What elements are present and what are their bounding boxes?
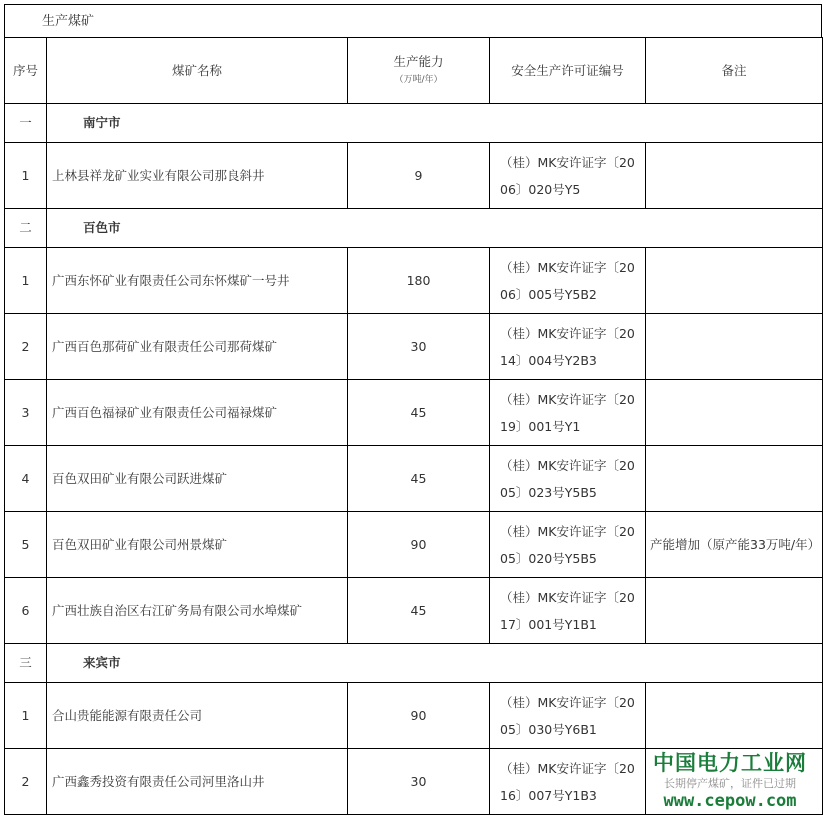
mine-index: 5 (5, 512, 47, 578)
mine-index: 1 (5, 143, 47, 209)
header-capacity-unit: （万吨/年） (394, 74, 443, 85)
mine-index: 6 (5, 578, 47, 644)
mine-capacity: 30 (348, 314, 490, 380)
mine-remark (646, 143, 823, 209)
header-capacity-label: 生产能力 (393, 53, 444, 69)
mine-name: 广西百色那荷矿业有限责任公司那荷煤矿 (47, 314, 348, 380)
mine-license: （桂）MK安许证字〔2017〕001号Y1B1 (490, 578, 646, 644)
region-name: 百色市 (47, 209, 823, 248)
mine-index: 1 (5, 248, 47, 314)
mine-capacity: 45 (348, 446, 490, 512)
mine-license: （桂）MK安许证字〔2006〕020号Y5 (490, 143, 646, 209)
table-row (5, 314, 823, 380)
table-row (5, 512, 823, 578)
region-index: 三 (5, 644, 47, 683)
table-header-row (5, 38, 823, 104)
table-row (5, 143, 823, 209)
region-index: 二 (5, 209, 47, 248)
mine-license: （桂）MK安许证字〔2005〕020号Y5B5 (490, 512, 646, 578)
table-row (5, 683, 823, 749)
mine-name: 广西鑫秀投资有限责任公司河里洛山井 (47, 749, 348, 815)
table-row (5, 446, 823, 512)
header-license: 安全生产许可证编号 (490, 38, 646, 104)
region-name: 来宾市 (47, 644, 823, 683)
site-watermark (640, 750, 820, 810)
header-remark: 备注 (646, 38, 823, 104)
mine-index: 1 (5, 683, 47, 749)
mine-license: （桂）MK安许证字〔2016〕007号Y1B3 (490, 749, 646, 815)
mine-capacity: 90 (348, 512, 490, 578)
mine-capacity: 45 (348, 578, 490, 644)
table-row (5, 380, 823, 446)
mine-capacity: 180 (348, 248, 490, 314)
mine-index: 4 (5, 446, 47, 512)
table-row (5, 248, 823, 314)
mine-capacity: 45 (348, 380, 490, 446)
mine-capacity: 9 (348, 143, 490, 209)
mine-remark (646, 314, 823, 380)
watermark-url: www.cepow.com (663, 791, 797, 811)
mine-license: （桂）MK安许证字〔2019〕001号Y1 (490, 380, 646, 446)
mine-license: （桂）MK安许证字〔2014〕004号Y2B3 (490, 314, 646, 380)
mine-license: （桂）MK安许证字〔2006〕005号Y5B2 (490, 248, 646, 314)
mine-index: 3 (5, 380, 47, 446)
header-name: 煤矿名称 (47, 38, 348, 104)
mine-capacity: 30 (348, 749, 490, 815)
table-row (5, 578, 823, 644)
region-row (5, 644, 823, 683)
section-title: 生产煤矿 (4, 4, 822, 37)
mine-license: （桂）MK安许证字〔2005〕030号Y6B1 (490, 683, 646, 749)
mine-index: 2 (5, 314, 47, 380)
mine-index: 2 (5, 749, 47, 815)
mine-remark (646, 380, 823, 446)
mine-name: 百色双田矿业有限公司跃进煤矿 (47, 446, 348, 512)
region-index: 一 (5, 104, 47, 143)
mine-remark (646, 578, 823, 644)
mine-name: 广西壮族自治区右江矿务局有限公司水埠煤矿 (47, 578, 348, 644)
region-row (5, 209, 823, 248)
mine-name: 合山贵能能源有限责任公司 (47, 683, 348, 749)
mine-remark (646, 683, 823, 749)
mine-remark (646, 248, 823, 314)
mine-name: 广西东怀矿业有限责任公司东怀煤矿一号井 (47, 248, 348, 314)
mine-name: 上林县祥龙矿业实业有限公司那良斜井 (47, 143, 348, 209)
mine-capacity: 90 (348, 683, 490, 749)
region-row (5, 104, 823, 143)
watermark-note: 长期停产煤矿，证件已过期 (664, 777, 796, 790)
coal-mine-document (4, 4, 822, 815)
watermark-title: 中国电力工业网 (653, 751, 807, 775)
mine-name: 百色双田矿业有限公司州景煤矿 (47, 512, 348, 578)
coal-mine-table (4, 37, 823, 815)
mine-name: 广西百色福禄矿业有限责任公司福禄煤矿 (47, 380, 348, 446)
mine-license: （桂）MK安许证字〔2005〕023号Y5B5 (490, 446, 646, 512)
mine-remark (646, 446, 823, 512)
region-name: 南宁市 (47, 104, 823, 143)
header-capacity (348, 38, 490, 104)
mine-remark: 产能增加（原产能33万吨/年） (646, 512, 823, 578)
header-index: 序号 (5, 38, 47, 104)
